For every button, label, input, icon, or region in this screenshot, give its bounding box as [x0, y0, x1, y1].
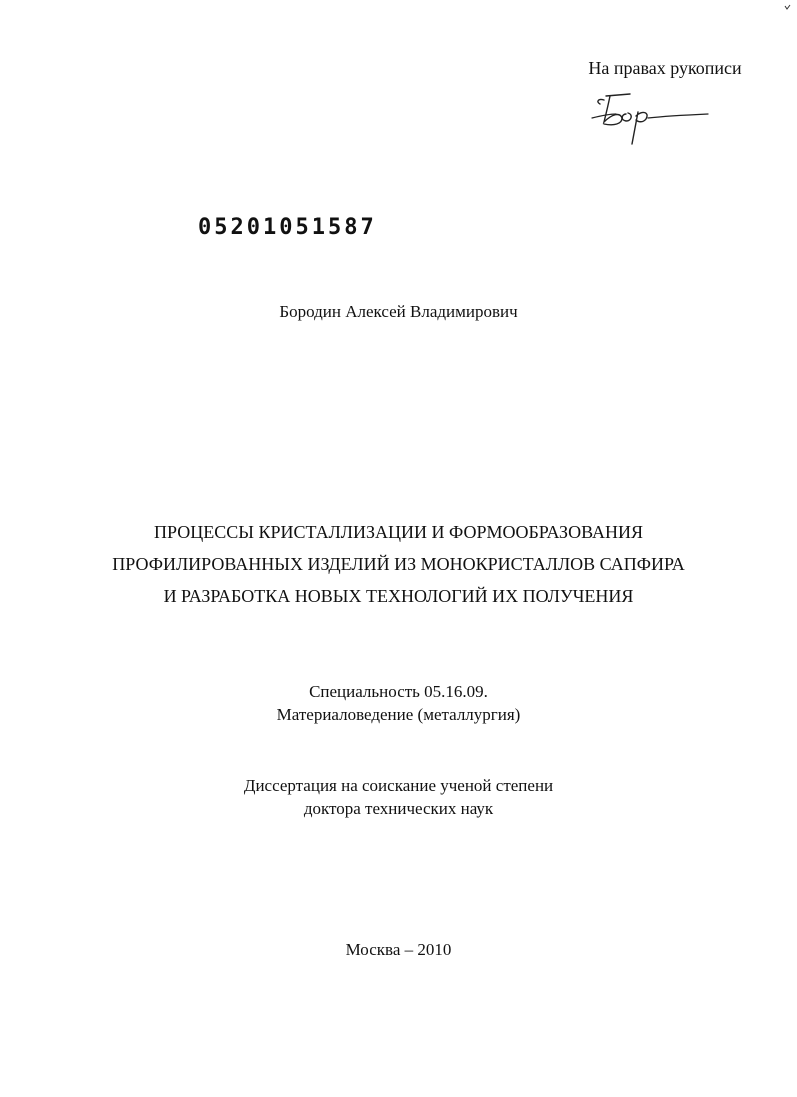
- title-line: ПРОФИЛИРОВАННЫХ ИЗДЕЛИЙ ИЗ МОНОКРИСТАЛЛОВ САПФИРА: [112, 554, 685, 574]
- specialty-code: Специальность 05.16.09.: [309, 682, 488, 701]
- specialty-block: [0, 680, 797, 726]
- title-line: ПРОЦЕССЫ КРИСТАЛЛИЗАЦИИ И ФОРМООБРАЗОВАНИЯ: [154, 522, 643, 542]
- title-line: И РАЗРАБОТКА НОВЫХ ТЕХНОЛОГИЙ ИХ ПОЛУЧЕНИЯ: [163, 586, 634, 606]
- degree-line: Диссертация на соискание ученой степени: [243, 776, 554, 795]
- place-year: Москва – 2010: [345, 940, 452, 959]
- scan-mark-icon: [784, 4, 791, 11]
- degree-block: [0, 774, 797, 820]
- author-name: Бородин Алексей Владимирович: [279, 302, 518, 321]
- degree-line: доктора технических наук: [303, 799, 494, 818]
- rights-notice: На правах рукописи: [588, 58, 742, 78]
- signature-icon: [586, 88, 712, 148]
- dissertation-title: [20, 516, 777, 612]
- document-number: 05201051587: [198, 215, 377, 240]
- specialty-field: Материаловедение (металлургия): [276, 705, 521, 724]
